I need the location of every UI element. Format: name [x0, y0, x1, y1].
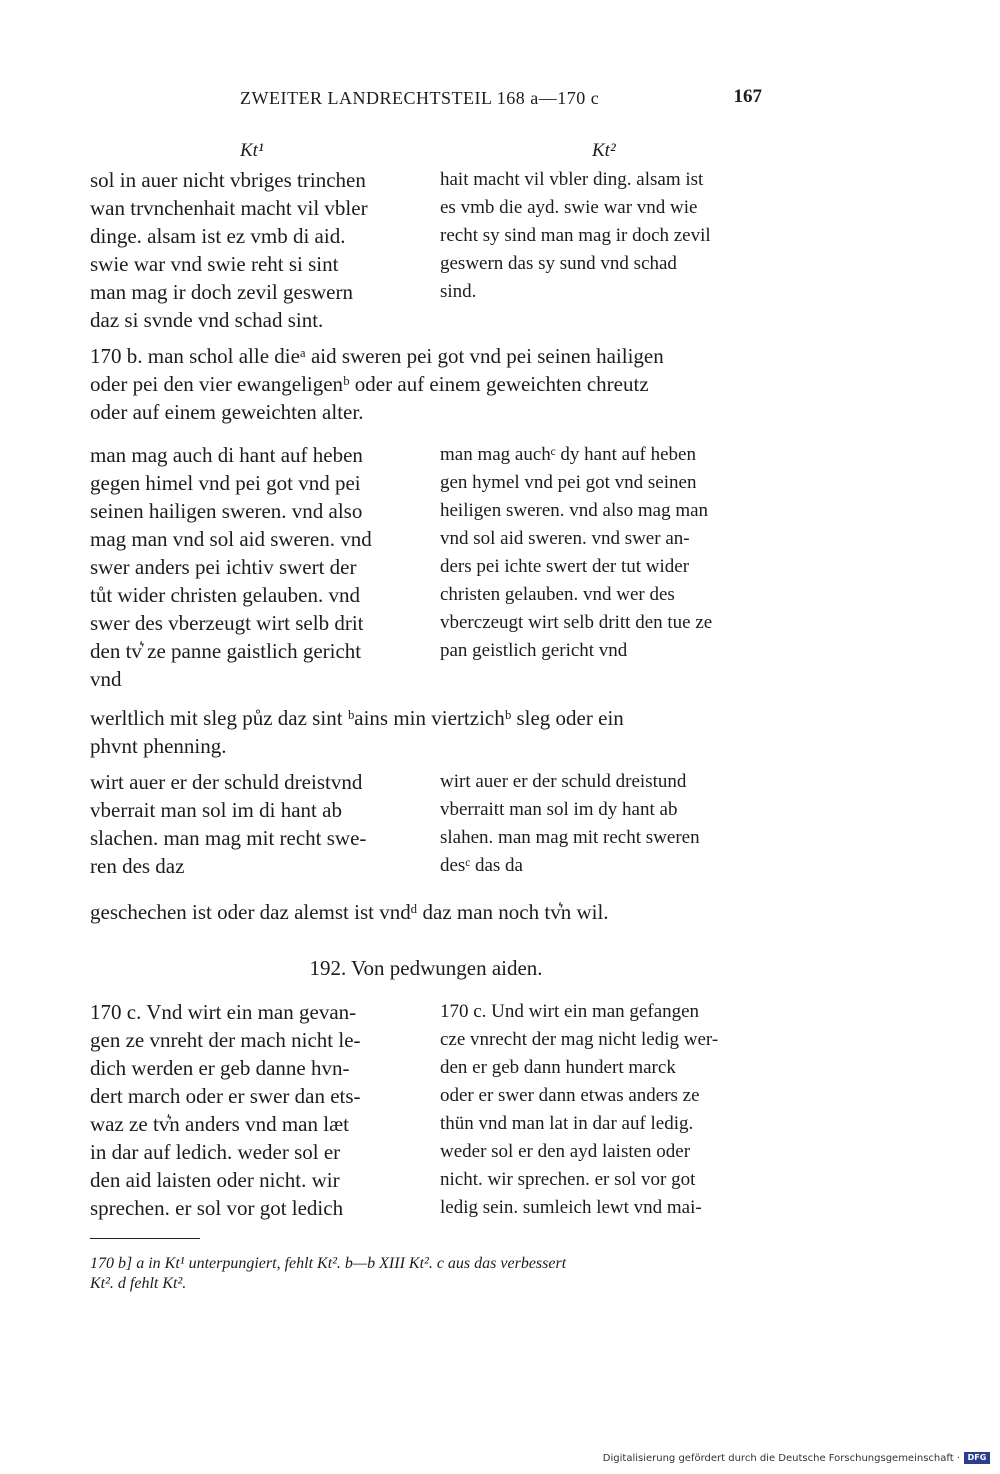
paragraph-170b: 170 b. man schol alle dieᵃ aid sweren pei got vnd pei seinen hailigen oder pei den vier ewangeligenᵇ oder auf einem geweichten chreutz oder auf einem geweichten alter.	[90, 344, 664, 424]
siglum-right: Kt²	[592, 140, 616, 161]
siglum-left: Kt¹	[240, 140, 264, 161]
dfg-logo-icon: DFG	[964, 1452, 990, 1464]
running-header	[90, 88, 762, 118]
text-column-right: wirt auer er der schuld dreistund vberraitt man sol im dy hant ab slahen. man mag mit recht sweren desᶜ das da	[440, 771, 700, 876]
text-column-right: man mag auchᶜ dy hant auf heben gen hymel vnd pei got vnd seinen heiligen sweren. vnd also mag man vnd sol aid sweren. vnd swer an- ders pei ichte swert der tut wider christen gelauben. vnd wer des vberczeugt wirt selb dritt den tue ze pan geistlich gericht vnd	[440, 444, 713, 661]
footnote-rule	[90, 1238, 200, 1239]
text-column-left: man mag auch di hant auf heben gegen himel vnd pei got vnd pei seinen hailigen sweren. vnd also mag man vnd sol aid sweren. vnd swer anders pei ichtiv swert der tůt wider christen gelauben. vnd swer des vberzeugt wirt selb drit den tv͛ ze panne gaistlich gericht vnd	[90, 443, 372, 691]
footnote: 170 b] a in Kt¹ unterpungiert, fehlt Kt². b—b XIII Kt². c aus das verbessert Kt². d fehlt Kt².	[90, 1255, 567, 1292]
credit-text: Digitalisierung gefördert durch die Deutsche Forschungsgemeinschaft ·	[602, 1452, 960, 1464]
text-column-right: hait macht vil vbler ding. alsam ist es vmb die ayd. swie war vnd wie recht sy sind man mag ir doch zevil geswern das sy sund vnd schad sind.	[440, 169, 711, 302]
text-column-left: 170 c. Vnd wirt ein man gevan- gen ze vnreht der mach nicht le- dich werden er geb danne hvn- dert march oder er swer dan ets- waz ze tv͛n anders vnd man læt in dar auf ledich. weder sol er den aid laisten oder nicht. wir sprechen. er sol vor got ledich	[90, 1000, 361, 1220]
digitization-credit	[603, 1452, 990, 1464]
paragraph-werltlich: werltlich mit sleg půz daz sint ᵇains min viertzichᵇ sleg oder ein phvnt phenning.	[90, 706, 624, 758]
text-column-left: sol in auer nicht vbriges trinchen wan trvnchenhait macht vil vbler dinge. alsam ist ez vmb di aid. swie war vnd swie reht si sint man mag ir doch zevil geswern daz si svnde vnd schad sint.	[90, 168, 368, 332]
paragraph-geschechen: geschechen ist oder daz alemst ist vndᵈ daz man noch tv͛n wil.	[90, 900, 609, 924]
section-heading: 192. Von pedwungen aiden.	[309, 956, 543, 980]
text-column-right: 170 c. Und wirt ein man gefangen cze vnrecht der mag nicht ledig wer- den er geb dann hundert marck oder er swer dann etwas anders ze thün vnd man lat in dar auf ledig. weder sol er den ayd laisten oder nicht. wir sprechen. er sol vor got ledig sein. sumleich lewt vnd mai-	[440, 1001, 719, 1218]
book-page	[90, 0, 762, 1474]
text-column-left: wirt auer er der schuld dreistvnd vberrait man sol im di hant ab slachen. man mag mit recht swe- ren des daz	[90, 770, 367, 878]
page-number: 167	[733, 86, 762, 107]
running-title: ZWEITER LANDRECHTSTEIL 168 a—170 c	[240, 88, 600, 108]
